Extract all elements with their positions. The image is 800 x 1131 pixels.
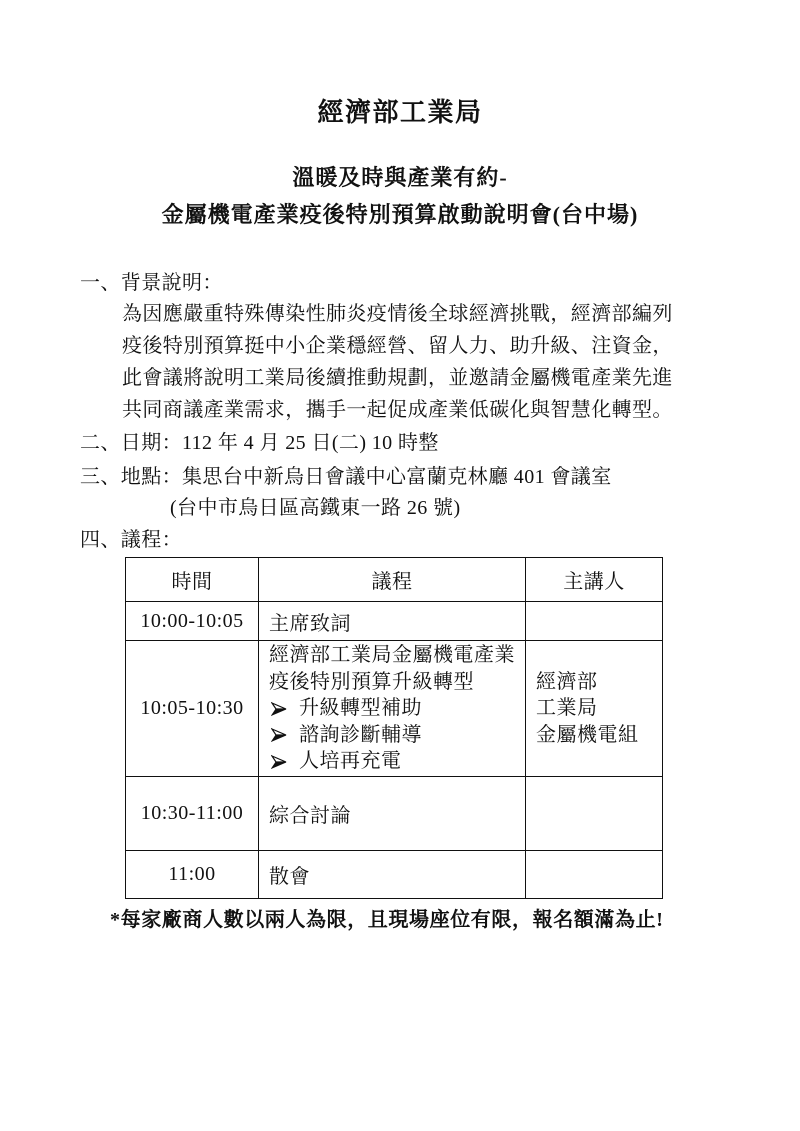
row-time: 11:00 (126, 851, 259, 899)
bullet-text: 人培再充電 (299, 750, 402, 773)
row-time: 10:00-10:05 (126, 602, 259, 641)
item-line: 疫後特別預算升級轉型 (269, 670, 474, 693)
location-value: 集思台中新烏日會議中心富蘭克林廳 401 會議室 (182, 466, 612, 488)
date-label: 二、日期： (80, 432, 182, 454)
table-row (126, 851, 663, 899)
row-item (259, 641, 526, 777)
arrowhead-bullet-icon (271, 727, 287, 743)
bullet-text: 諮詢診斷輔導 (299, 723, 422, 746)
event-title-line-2: 金屬機電產業疫後特別預算啟動說明會(台中場) (161, 202, 639, 227)
row-item: 綜合討論 (259, 777, 526, 851)
header-item: 議程 (259, 558, 526, 602)
background-line: 為因應嚴重特殊傳染性肺炎疫情後全球經濟挑戰，經濟部編列 (122, 303, 673, 325)
location-address: (台中市烏日區高鐵東一路 26 號) (170, 497, 461, 519)
item-bullet (269, 695, 525, 722)
row-time: 10:30-11:00 (126, 777, 259, 851)
header-speaker: 主講人 (526, 558, 663, 602)
background-heading: 一、背景說明： (80, 272, 223, 294)
row-speaker (526, 851, 663, 899)
arrowhead-bullet-icon (271, 754, 287, 770)
location-line (80, 461, 612, 493)
table-row (126, 641, 663, 777)
location-label: 三、地點： (80, 466, 182, 488)
item-bullet (269, 748, 525, 775)
row-item: 散會 (259, 851, 526, 899)
date-line (80, 427, 439, 459)
background-line: 疫後特別預算挺中小企業穩經營、留人力、助升級、注資金， (122, 335, 673, 357)
arrowhead-bullet-icon (271, 701, 287, 717)
row-time: 10:05-10:30 (126, 641, 259, 777)
row-speaker (526, 777, 663, 851)
event-title-line-1: 溫暖及時與產業有約- (292, 165, 508, 190)
row-speaker (526, 641, 663, 777)
date-value: 112 年 4 月 25 日(二) 10 時整 (182, 432, 439, 454)
agenda-heading: 四、議程： (80, 529, 182, 551)
background-line: 共同商議產業需求，攜手一起促成產業低碳化與智慧化轉型。 (122, 399, 673, 421)
speaker-line: 工業局 (536, 697, 598, 720)
row-item: 主席致詞 (259, 602, 526, 641)
table-row (126, 602, 663, 641)
background-line: 此會議將說明工業局後續推動規劃，並邀請金屬機電產業先進 (122, 367, 673, 389)
agenda-table (125, 557, 663, 899)
agency-title: 經濟部工業局 (317, 98, 483, 127)
item-line: 經濟部工業局金屬機電產業 (269, 644, 515, 667)
speaker-line: 金屬機電組 (536, 723, 639, 746)
table-header-row (126, 558, 663, 602)
table-row (126, 777, 663, 851)
item-bullet (269, 722, 525, 749)
row-speaker (526, 602, 663, 641)
speaker-line: 經濟部 (536, 670, 598, 693)
bullet-text: 升級轉型補助 (299, 697, 422, 720)
header-time: 時間 (126, 558, 259, 602)
registration-note: *每家廠商人數以兩人為限，且現場座位有限，報名額滿為止! (110, 909, 664, 931)
